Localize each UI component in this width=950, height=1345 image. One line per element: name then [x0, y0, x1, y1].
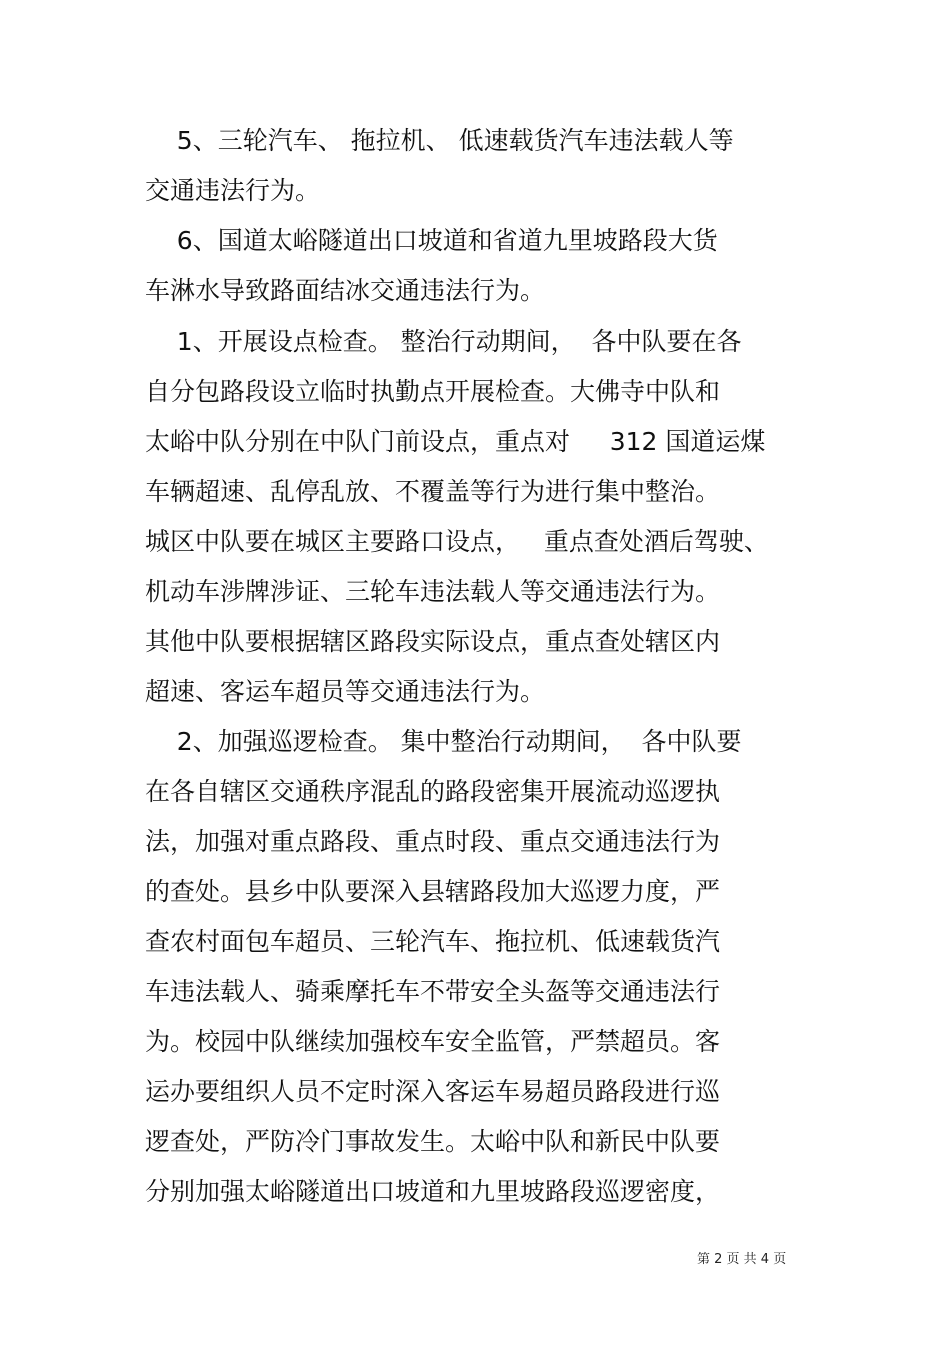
text-line: 的查处。县乡中队要深入县辖路段加大巡逻力度，严 [145, 877, 721, 906]
text-line: 6、国道太峪隧道出口坡道和省道九里坡路段大货 [145, 226, 718, 255]
text-line: 交通违法行为。 [145, 176, 321, 205]
text-line: 城区中队要在城区主要路口设点， 重点查处酒后驾驶、 [145, 527, 769, 556]
page-number-footer: 第 2 页 共 4 页 [697, 1252, 787, 1267]
text-line: 车淋水导致路面结冰交通违法行为。 [145, 276, 546, 305]
text-line: 车辆超速、乱停乱放、不覆盖等行为进行集中整治。 [145, 477, 721, 506]
text-line: 运办要组织人员不定时深入客运车易超员路段进行巡 [145, 1077, 721, 1106]
text-line: 2、加强巡逻检查。 集中整治行动期间， 各中队要 [145, 727, 742, 756]
text-line: 自分包路段设立临时执勤点开展检查。大佛寺中队和 [145, 377, 721, 406]
text-line: 1、开展设点检查。 整治行动期间， 各中队要在各 [145, 327, 742, 356]
text-line: 5、三轮汽车、 拖拉机、 低速载货汽车违法载人等 [145, 126, 734, 155]
text-line: 机动车涉牌涉证、三轮车违法载人等交通违法行为。 [145, 577, 721, 606]
text-line: 逻查处，严防冷门事故发生。太峪中队和新民中队要 [145, 1127, 721, 1156]
text-line: 太峪中队分别在中队门前设点，重点对 312 国道运煤 [145, 427, 766, 456]
text-line: 查农村面包车超员、三轮汽车、拖拉机、低速载货汽 [145, 927, 721, 956]
text-line: 为。校园中队继续加强校车安全监管，严禁超员。客 [145, 1027, 721, 1056]
text-line: 超速、客运车超员等交通违法行为。 [145, 677, 546, 706]
text-line: 其他中队要根据辖区路段实际设点，重点查处辖区内 [145, 627, 721, 656]
text-line: 在各自辖区交通秩序混乱的路段密集开展流动巡逻执 [145, 777, 721, 806]
text-line: 车违法载人、骑乘摩托车不带安全头盔等交通违法行 [145, 977, 721, 1006]
text-line: 分别加强太峪隧道出口坡道和九里坡路段巡逻密度， [145, 1177, 721, 1206]
text-line: 法，加强对重点路段、重点时段、重点交通违法行为 [145, 827, 721, 856]
